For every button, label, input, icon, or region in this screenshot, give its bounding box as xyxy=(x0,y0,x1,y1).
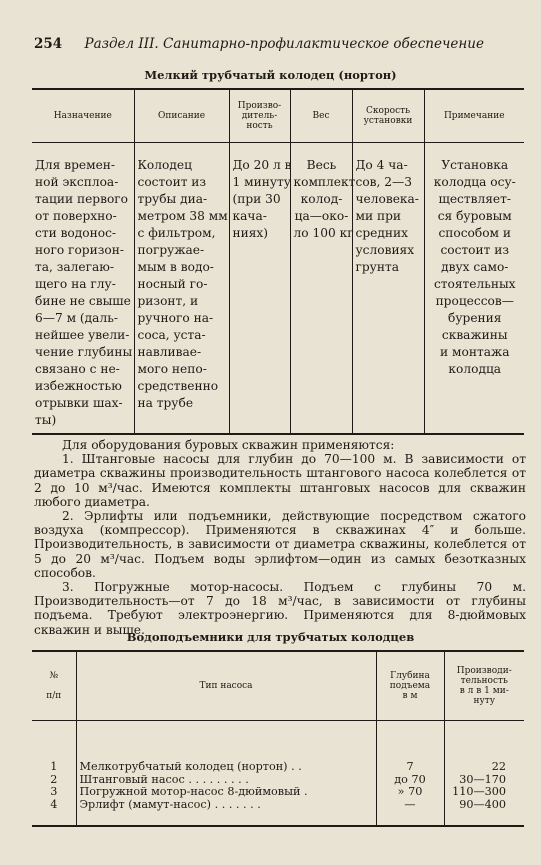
row-number: 1 xyxy=(50,760,58,773)
lift-depth: 7 xyxy=(376,721,444,774)
pump-type: Эрлифт (мамут-насос) . . . . . . . xyxy=(76,799,376,827)
table-row xyxy=(32,721,524,774)
table-row xyxy=(32,799,524,827)
pump-capacity: 22 xyxy=(444,721,524,774)
table2-header-cell: Производи- тельность в л в 1 ми- нуту xyxy=(444,651,524,721)
table1-header-cell: Вес xyxy=(290,89,352,143)
pump-capacity: 110—300 xyxy=(444,786,524,799)
table2-header-cell: Тип насоса xyxy=(76,651,376,721)
table1-header-cell: Произво- дитель- ность xyxy=(229,89,290,143)
running-head xyxy=(34,36,484,52)
paragraph-item: 2. Эрлифты или подъемники, действующие посредством сжатого воздуха (компрессор). Применяются в скважинах 4″ и больше. Производительность, в зависимости от диаметра скважины, колеблется от 5 до 20 м³/час. Подъем воды эрлифтом—один из самых безотказных способов. xyxy=(34,509,526,580)
pump-type: Штанговый насос . . . . . . . . . xyxy=(76,774,376,787)
norton-well-table xyxy=(32,88,524,435)
lift-depth: » 70 xyxy=(376,786,444,799)
table1-cell-weight: Весь комплект колод- ца—око- ло 100 кг xyxy=(290,143,352,435)
table1-cell-purpose: Для времен- ной эксплоа- тации первого от поверхно- сти водонос- ного горизон- та, залегаю- щего на глу- бине не свыше 6—7 м (даль- нейшее увели- чение глубины связано с не- избежностью отрывки шах- ты) xyxy=(32,143,134,435)
table2-header-cell: Глубина подъема в м xyxy=(376,651,444,721)
table1-header-cell: Примечание xyxy=(424,89,524,143)
paragraph-item: 3. Погружные мотор-насосы. Подъем с глубины 70 м. Производительность—от 7 до 18 м³/час, в зависимости от глубины подъема. Требуют электроэнергию. Применяются для 8-дюймовых скважин и выше. xyxy=(34,580,526,637)
table1-header-cell: Назначение xyxy=(32,89,134,143)
pump-type: Мелкотрубчатый колодец (нортон) . . xyxy=(76,721,376,774)
table1-cell-note: Установка колодца осу- ществляет- ся буровым способом и состоит из двух само- стоятельных процессов— бурения скважины и монтажа колодца xyxy=(424,143,524,435)
table2-header-cell: № п/п xyxy=(32,651,76,721)
water-lifters-table xyxy=(32,650,524,827)
page-number: 254 xyxy=(34,36,63,52)
pump-capacity: 30—170 xyxy=(444,774,524,787)
lift-depth: — xyxy=(376,799,444,827)
body-text xyxy=(34,438,526,637)
table1-caption: Мелкий трубчатый колодец (нортон) xyxy=(144,68,397,82)
row-number: 3 xyxy=(50,786,58,798)
paragraph-item: 1. Штанговые насосы для глубин до 70—100 м. В зависимости от диаметра скважины производительность штангового насоса колеблется от 2 до 10 м³/час. Имеются комплекты штанговых насосов для скважин любого диаметра. xyxy=(34,452,526,509)
table2-header-row xyxy=(32,651,524,721)
table1-header-row xyxy=(32,89,524,143)
paragraph-intro: Для оборудования буровых скважин применяются: xyxy=(62,438,395,452)
table-row xyxy=(32,774,524,787)
table-row xyxy=(32,786,524,799)
pump-type: Погружной мотор-насос 8-дюймовый . xyxy=(76,786,376,799)
pump-capacity: 90—400 xyxy=(444,799,524,827)
table1-header-cell: Скорость установки xyxy=(352,89,424,143)
table-row xyxy=(32,143,524,435)
table1-cell-capacity: До 20 л в 1 минуту (при 30 кача- ниях) xyxy=(229,143,290,435)
row-number: 2 xyxy=(50,773,58,786)
section-title: Раздел III. Санитарно-профилактическое обеспечение xyxy=(84,36,484,52)
table2-caption: Водоподъемники для трубчатых колодцев xyxy=(126,630,415,644)
lift-depth: до 70 xyxy=(376,774,444,787)
table1-cell-description: Колодец состоит из трубы диа- метром 38 мм с фильтром, погружае- мым в водо- носный го- ризонт, и ручного на- соса, уста- навливае- мого непо- средственно на трубе xyxy=(134,143,229,435)
table1-header-cell: Описание xyxy=(134,89,229,143)
table1-cell-install-speed: До 4 ча- сов, 2—3 человека- ми при средних условиях грунта xyxy=(352,143,424,435)
row-number: 4 xyxy=(32,799,76,827)
